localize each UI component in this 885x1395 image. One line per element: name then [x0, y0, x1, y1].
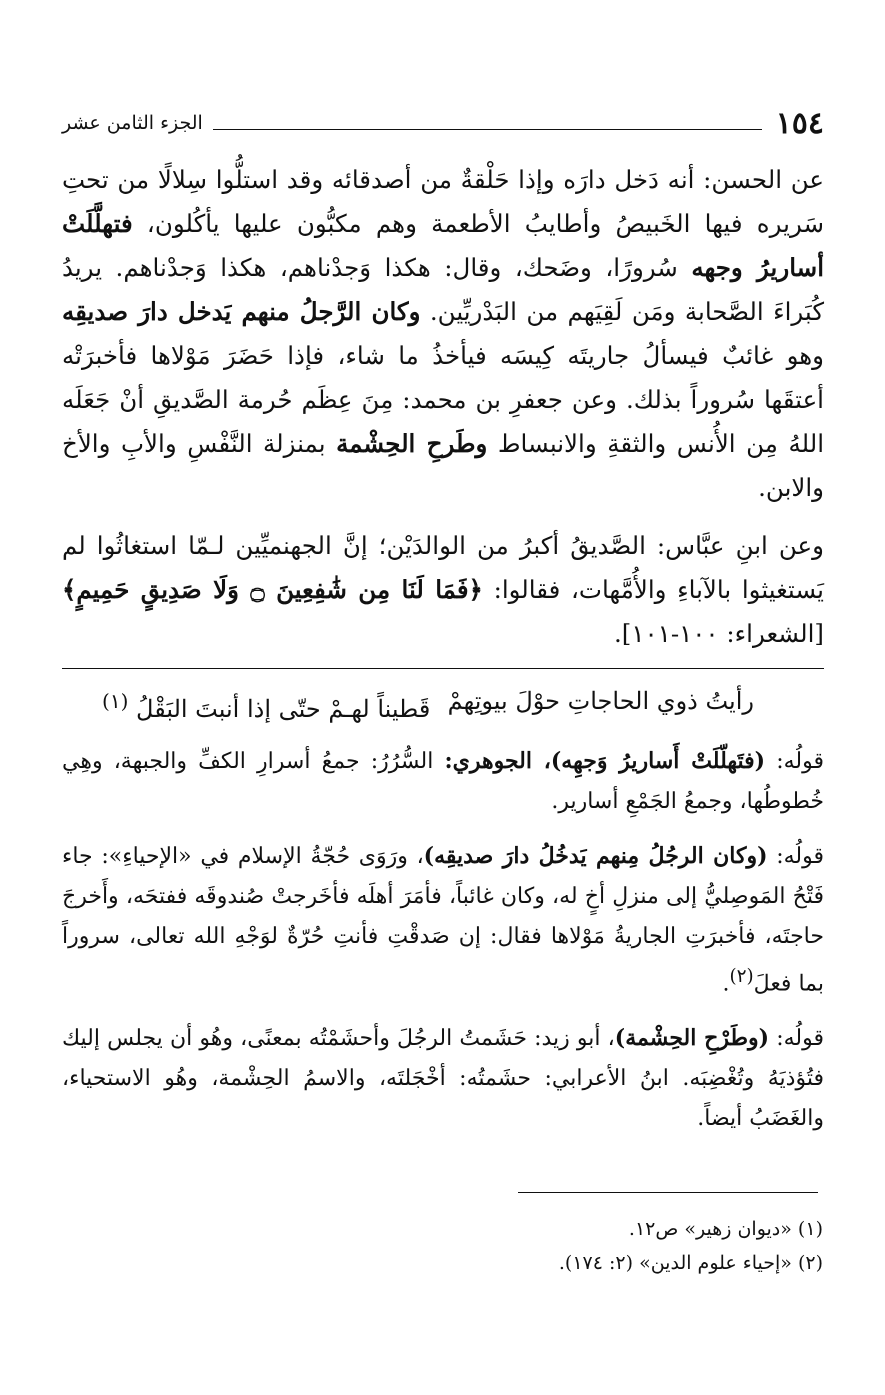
commentary-separator: [62, 668, 824, 669]
footnote-2: (٢) «إحياء علوم الدين» (٢: ١٧٤).: [558, 1252, 823, 1274]
text-segment: [الشعراء: ١٠٠-١٠١].: [613, 619, 824, 648]
commentary-hishma: قولُه: (وطَرْحِ الحِشْمة)، أبو زيد: حَشَمتُ الرجُلَ وأحشَمْتُه بمعنًى، وهُو أن يجلس إليك فتُؤذيَهُ وتُغْضِبَه. ابنُ الأعرابي: حشَمتُه: أخْجَلتَه، والاسمُ الحِشْمة، وهُو الاستحياء، والغَضَبُ أيضاً.: [62, 1025, 824, 1132]
hemistich-right: رأيتُ ذوي الحاجاتِ حوْلَ بيوتِهمْ: [447, 687, 754, 715]
page-number: ١٥٤: [775, 105, 824, 141]
bold-phrase: (وكان الرجُلُ مِنهم يَدخُلُ دارَ صديقِه): [423, 843, 768, 869]
header-rule: [213, 129, 762, 130]
commentary-friend-house: قولُه: (وكان الرجُلُ مِنهم يَدخُلُ دارَ صديقِه)، ورَوَى حُجّةُ الإسلام في «الإحياءِ»: جاء فَتْحُ المَوصِليُّ إلى منزلِ أخٍ له، وكان غائباً، فأمَرَ أهلَه فأخَرجتْ صُندوقَه ففتحَه، وأَخرجَ حاجتَه، فأخبرَتِ الجاريةُ مَوْلاها فقال: إن صَدقْتِ فأنتِ حُرّةٌ لوَجْهِ الله تعالى، سروراً بما فعلَ$^{(٢)}$.: [62, 843, 824, 997]
bold-phrase: (وطَرْحِ الحِشْمة): [614, 1025, 770, 1052]
paragraph-ibn-abbas: [62, 524, 824, 656]
text-segment: سُرورًا، وضَحك، وقال: هكذا وَجدْناهم، هكذا وَجدْناهم. يريدُ كُبَراءَ الصَّحابة ومَن لَقِيَهم من البَدْريِّين.: [62, 253, 824, 326]
quran-quote: ﴿فَمَا لَنَا مِن شَٰفِعِينَ ۝ وَلَا صَدِيقٍ حَمِيمٍ﴾: [62, 575, 483, 604]
commentary-asarir: قولُه: (فتَهلّلَتْ أَساريرُ وَجهِه)، الجوهري: السُّرُرُ: جمعُ أسرارِ الكفِّ والجبهة، وهِي خُطوطُها، وجمعُ الجَمْعِ أسارير.: [62, 748, 825, 814]
text-segment: وهو غائبٌ فيسألُ جاريتَه كِيسَه فيأخذُ ما شاء، فإذا حَضَرَ مَوْلاها فأخبرَتْه أعتقَها سُروراً بذلك. وعن جعفرِ بن محمد: مِنَ عِظَم حُرمة الصَّديقِ أنْ جَعَلَه اللهُ مِن الأُنس والثقةِ والانبساط: [62, 341, 824, 458]
footnotes: [223, 1212, 823, 1280]
footnote-marker: (٢): [729, 966, 754, 987]
bold-phrase: فتهلَّلَتْ أساريرُ وجهه: [62, 209, 825, 282]
footnote-rule: [518, 1192, 818, 1193]
hemistich-left: قَطيناً لهـمْ حتّى إذا أنبتَ البَقْلُ $^{(١)}$: [102, 689, 431, 723]
footnote-marker: (١): [102, 689, 129, 713]
main-text: [62, 158, 824, 1139]
text-segment: بمنزلة النَّفْسِ والأبِ والأخ والابن.: [62, 429, 824, 502]
bold-phrase: وكان الرَّجلُ منهم يَدخل دارَ صديقِه: [62, 297, 421, 326]
running-title: الجزء الثامن عشر: [62, 112, 203, 134]
page-header: [62, 98, 824, 148]
paragraph-hasan: [62, 158, 824, 510]
footnote-1: (١) «ديوان زهير» ص١٢.: [628, 1218, 823, 1240]
text-segment: عن الحسن: أنه دَخل دارَه وإذا حَلْقةٌ من أصدقائه وقد استلُّوا سِلالًا من تحتِ سَريره فيها الخَبيصُ وأطايبُ الأطعمة وهم مكبُّون عليها يأكُلون،: [62, 165, 824, 238]
poetry-verse: [62, 679, 824, 731]
bold-phrase: (فتَهلّلَتْ أَساريرُ وَجهِه)، الجوهري:: [444, 748, 766, 774]
bold-phrase: وطَرحِ الحِشْمة: [336, 429, 488, 458]
text-segment: وعن ابنِ عبَّاس: الصَّديقُ أكبرُ من الوالدَيْن؛ إنَّ الجهنميِّين لـمّا استغاثُوا لم يَستغيثوا بالآباءِ والأُمَّهات، فقالوا:: [62, 531, 824, 604]
